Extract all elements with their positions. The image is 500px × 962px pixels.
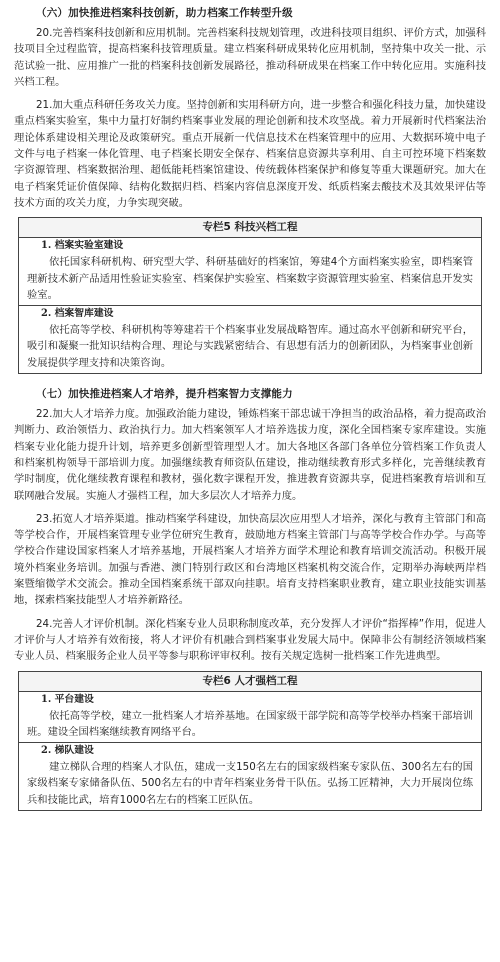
panel-5-item-1-text: 依托国家科研机构、研究型大学、科研基础好的档案馆，筹建4个方面档案实验室，即档案管理新技术新产品适用性验证实验室、档案保护实验室、档案数字资源管理实验室、档案信息开发实验室。 [27, 256, 473, 301]
panel-6-item-2-head: 2. 梯队建设 [41, 745, 94, 757]
panel-6-item-1-text: 依托高等学校，建立一批档案人才培养基地。在国家级干部学院和高等学校举办档案干部培训班。建设全国档案继续教育网络平台。 [27, 709, 473, 738]
paragraph-21: 21.加大重点科研任务攻关力度。坚持创新和实用科研方向，进一步整合和强化科技力量，加快建设重点档案实验室，集中力量打好制约档案事业发展的理论创新和技术攻坚战。着力开展新时代档案法治理论体系建设相关理论及政策研究。重点开展新一代信息技术在档案管理中的应用、大数据环境中电子文件与电子档案一体化管理、电子档案长期安全保存、档案信息资源共享利用、自主可控环境下档案数字资源管理、档案数据治理、超低能耗档案馆建设、传统载体档案保护和修复等重大课题研究。加大在电子档案凭证价值保障、结构化数据归档、档案内容信息深度开发、纸质档案去酸技术及其效果评估等技术方面的攻关力度，力争实现突破。 [14, 99, 486, 209]
panel-5-item-2-text: 依托高等学校、科研机构等筹建若干个档案事业发展战略智库。通过高水平创新和研究平台，吸引和凝聚一批知识结构合理、理论与实践紧密结合、有思想有活力的创新团队，为档案事业创新发展提供学理支持和决策咨询。 [27, 324, 473, 369]
paragraph-23: 23.拓宽人才培养渠道。推动档案学科建设，加快高层次应用型人才培养，深化与教育主管部门和高等学校合作，开展档案管理专业学位研究生教育，鼓励地方档案主管部门与高等学校合作办学。与高等学校合作建设国家档案人才培养基地，开展档案人才培养方面学术理论和教育培训交流活动。积极开展境外档案业务培训。加强与香港、澳门特别行政区和台湾地区档案机构交流合作，定期举办海峡两岸档案暨缩微学术交流会。推动全国档案系统干部双向挂职。培育支持档案职业教育，建立职业技能实训基地，探索档案技能型人才培养新路径。 [14, 512, 486, 607]
paragraph-20: 20.完善档案科技创新和应用机制。完善档案科技规划管理，改进科技项目组织、评价方式，加强科技项目全过程监管，提高档案科技管理质量。建立档案科研成果转化应用机制，坚持集中攻关一批、示范试验一批、应用推广一批的档案科技创新发展路径，推动科研成果在档案工作中转化应用。实施科技兴档工程。 [14, 27, 486, 88]
panel-5-item-2 [19, 306, 481, 373]
panel-6-talent-archives [18, 671, 482, 811]
panel-6-item-2-text: 建立梯队合理的档案人才队伍，建成一支150名左右的国家级档案专家队伍、300名左右的国家级档案专家储备队伍、500名左右的中青年档案业务骨干队伍。弘扬工匠精神，大力开展岗位练兵和技能比武，培育1000名左右的档案工匠队伍。 [27, 761, 473, 806]
section7-title: （七）加快推进档案人才培养，提升档案智力支撑能力 [36, 388, 293, 401]
paragraph-22: 22.加大人才培养力度。加强政治能力建设，锤炼档案干部忠诚干净担当的政治品格，着力提高政治判断力、政治领悟力、政治执行力。加大档案领军人才培养选拔力度，深化全国档案专家库建设。实施档案专业化能力提升计划，培养更多创新型管理型人才。加大各地区各部门各单位分管档案工作负责人和档案机构领导干部培训力度。加强继续教育师资队伍建设，推动继续教育形式多样化，完善继续教育学时制度，优化继续教育课程和教材，强化数字课程开发，推进教育资源共享，促进档案教育培训和互联网融合发展。实施人才强档工程，加大多层次人才培养力度。 [14, 408, 486, 502]
paragraph-24: 24.完善人才评价机制。深化档案专业人员职称制度改革，充分发挥人才评价“指挥棒”作用，促进人才评价与人才培养有效衔接，将人才评价有机融合到档案事业发展大局中。保障非公有制经济领域档案专业人员、档案服务企业人员平等参与职称评审权利。按有关规定选树一批档案工作先进典型。 [14, 617, 486, 663]
panel-5-item-2-head: 2. 档案智库建设 [41, 308, 114, 320]
panel-5-tech-archives [18, 217, 482, 374]
panel-5-title: 专栏5 科技兴档工程 [19, 218, 481, 238]
panel-5-item-1-head: 1. 档案实验室建设 [41, 240, 124, 252]
section6-title: （六）加快推进档案科技创新，助力档案工作转型升级 [36, 7, 293, 19]
panel-6-title: 专栏6 人才强档工程 [19, 672, 481, 692]
panel-6-item-1-head: 1. 平台建设 [41, 693, 94, 705]
panel-6-item-2 [19, 743, 481, 810]
panel-6-item-1 [19, 692, 481, 743]
panel-5-item-1 [19, 238, 481, 305]
